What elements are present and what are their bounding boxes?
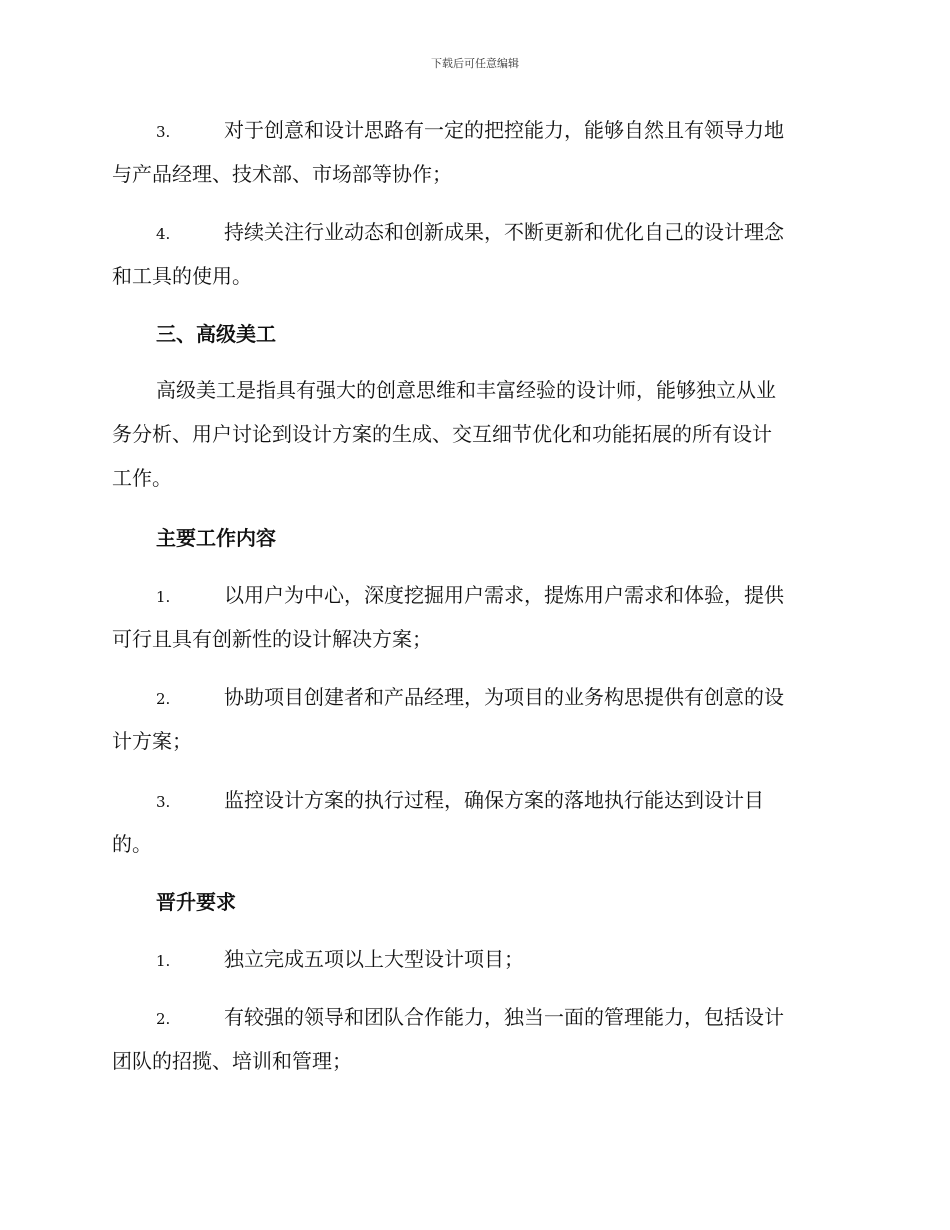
section-heading: 三、高级美工	[156, 322, 276, 346]
item-text-cont: 可行且具有创新性的设计解决方案；	[112, 627, 432, 651]
item-text: 持续关注行业动态和创新成果，不断更新和优化自己的设计理念	[224, 220, 784, 244]
paragraph-line: 高级美工是指具有强大的创意思维和丰富经验的设计师，能够独立从业	[156, 378, 776, 402]
item-text: 对于创意和设计思路有一定的把控能力，能够自然且有领导力地	[224, 118, 784, 142]
list-item	[112, 937, 834, 981]
item-number: 4.	[156, 225, 171, 243]
item-text: 协助项目创建者和产品经理，为项目的业务构思提供有创意的设	[224, 685, 784, 709]
subheading-work: 主要工作内容	[156, 526, 276, 550]
page-header: 下载后可任意编辑	[431, 57, 519, 70]
list-item	[112, 995, 834, 1083]
item-number: 2.	[156, 1010, 171, 1028]
intro-paragraph	[112, 368, 834, 500]
paragraph-line: 务分析、用户讨论到设计方案的生成、交互细节优化和功能拓展的所有设计	[112, 422, 772, 446]
section-heading-wrap	[112, 312, 834, 356]
item-text: 独立完成五项以上大型设计项目；	[224, 947, 524, 971]
subheading-promotion: 晋升要求	[156, 890, 236, 914]
subheading-wrap	[112, 516, 834, 560]
item-text-cont: 计方案；	[112, 729, 192, 753]
list-item	[112, 675, 834, 763]
list-item	[112, 573, 834, 661]
subheading-wrap	[112, 880, 834, 924]
item-text: 有较强的领导和团队合作能力，独当一面的管理能力，包括设计	[224, 1005, 784, 1029]
item-text-cont: 的。	[112, 832, 152, 856]
list-item	[112, 210, 834, 298]
item-number: 2.	[156, 690, 171, 708]
item-number: 3.	[156, 123, 171, 141]
item-text-cont: 和工具的使用。	[112, 264, 252, 288]
paragraph-line: 工作。	[112, 466, 172, 490]
list-item	[112, 778, 834, 866]
item-text: 监控设计方案的执行过程，确保方案的落地执行能达到设计目	[224, 788, 764, 812]
item-text-cont: 与产品经理、技术部、市场部等协作；	[112, 162, 452, 186]
item-number: 3.	[156, 793, 171, 811]
list-item	[112, 108, 834, 196]
item-text: 以用户为中心，深度挖掘用户需求，提炼用户需求和体验，提供	[224, 583, 784, 607]
item-number: 1.	[156, 952, 171, 970]
item-text-cont: 团队的招揽、培训和管理；	[112, 1049, 352, 1073]
item-number: 1.	[156, 588, 171, 606]
